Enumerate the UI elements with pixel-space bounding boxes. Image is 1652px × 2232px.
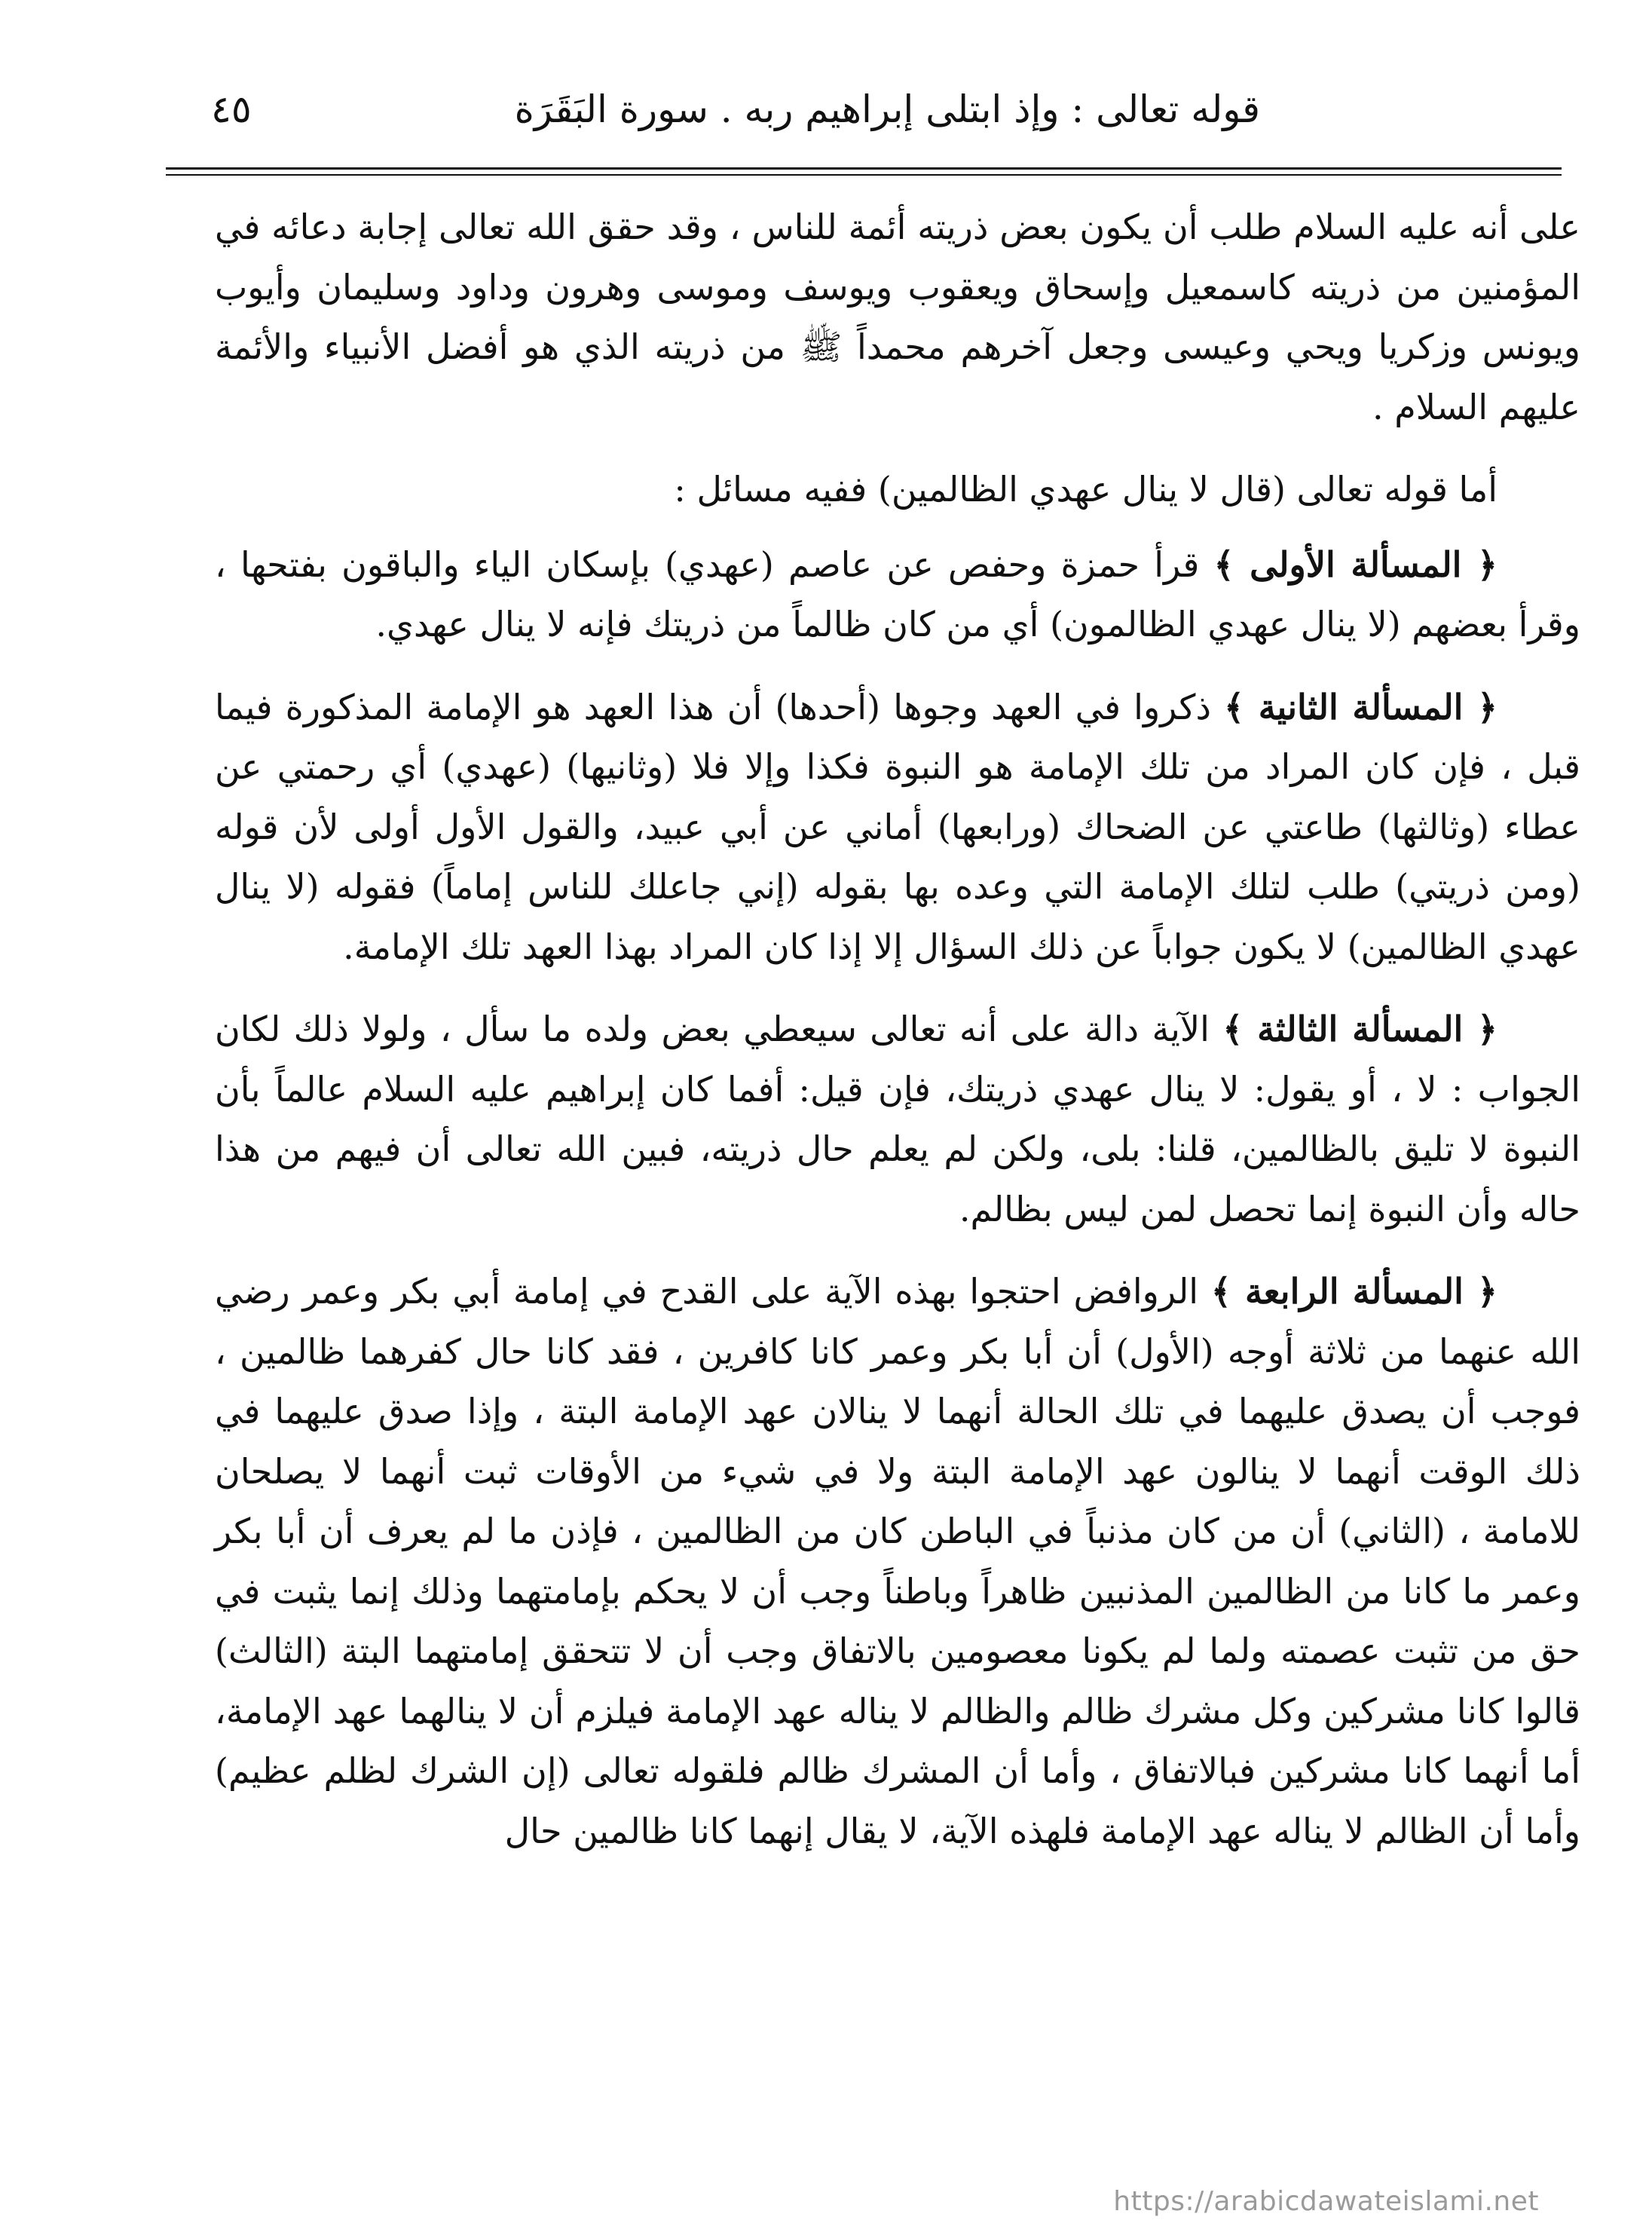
page-body: [215, 197, 1580, 1884]
header-divider: [166, 167, 1562, 176]
masala-2-text: ذكروا في العهد وجوها (أحدها) أن هذا العهد هو الإمامة المذكورة فيما قبل ، فإن كان المراد من تلك الإمامة هو النبوة فكذا وإلا فلا (وثانيها) (عهدي) أي رحمتي عن عطاء (وثالثها) طاعتي عن الضحاك (ورابعها) أماني عن أبي عبيد، والقول الأول أولى لأن قوله (ومن ذريتي) طلب لتلك الإمامة التي وعده بها بقوله (إني جاعلك للناس إماماً) فقوله (لا ينال عهدي الظالمين) لا يكون جواباً عن ذلك السؤال إلا إذا كان المراد بهذا العهد تلك الإمامة.: [215, 686, 1581, 967]
masala-4-text: الروافض احتجوا بهذه الآية على القدح في إمامة أبي بكر وعمر رضي الله عنهما من ثلاثة أوجه (الأول) أن أبا بكر وعمر كانا كافرين ، فقد كانا حال كفرهما ظالمين ، فوجب أن يصدق عليهما في تلك الحالة أنهما لا ينالان عهد الإمامة البتة ، وإذا صدق عليهما في ذلك الوقت أنهما لا ينالون عهد الإمامة البتة ولا في شيء من الأوقات ثبت أنهما لا يصلحان للامامة ، (الثاني) أن من كان مذنباً في الباطن كان من الظالمين ، فإذن ما لم يعرف أن أبا بكر وعمر ما كانا من الظالمين المذنبين ظاهراً وباطناً وجب أن لا يحكم بإمامتهما وذلك إنما يثبت في حق من تثبت عصمته ولما لم يكونا معصومين بالاتفاق وجب أن لا تتحقق إمامتهما البتة (الثالث) قالوا كانا مشركين وكل مشرك ظالم والظالم لا يناله عهد الإمامة فيلزم أن لا ينالهما عهد الإمامة، أما أنهما كانا مشركين فبالاتفاق ، وأما أن المشرك ظالم فلقوله تعالى (إن الشرك لظلم عظيم) وأما أن الظالم لا يناله عهد الإمامة فلهذه الآية، لا يقال إنهما كانا ظالمين حال: [215, 1271, 1580, 1851]
page-header: [166, 72, 1577, 155]
paragraph-masala-1: [215, 535, 1580, 655]
running-title: قوله تعالى : وإذ ابتلى إبراهيم ربه . سورة البَقَرَة: [514, 87, 1260, 131]
masala-4-heading: ﴿ المسألة الرابعة ﴾: [1210, 1271, 1498, 1312]
paragraph-masail-intro: أما قوله تعالى (قال لا ينال عهدي الظالمين) ففيه مسائل :: [674, 469, 1498, 510]
masala-3-heading: ﴿ المسألة الثالثة ﴾: [1222, 1009, 1498, 1049]
masala-2-heading: ﴿ المسألة الثانية ﴾: [1224, 686, 1498, 727]
paragraph-masala-3: [215, 1000, 1580, 1239]
paragraph-continuation: على أنه عليه السلام طلب أن يكون بعض ذريته أئمة للناس ، وقد حقق الله تعالى إجابة دعائه في المؤمنين من ذريته كاسمعيل وإسحاق ويعقوب ويوسف وموسى وهرون وداود وسليمان وأيوب ويونس وزكريا ويحي وعيسى وجعل آخرهم محمداً ﷺ من ذريته الذي هو أفضل الأنبياء والأئمة عليهم السلام .: [215, 207, 1580, 427]
masala-1-text: قرأ حمزة وحفص عن عاصم (عهدي) بإسكان الياء والباقون بفتحها ، وقرأ بعضهم (لا ينال عهدي الظالمون) أي من كان ظالماً من ذريتك فإنه لا ينال عهدي.: [215, 543, 1580, 644]
page-number: ٤٥: [211, 87, 252, 131]
masala-1-heading: ﴿ المسألة الأولى ﴾: [1213, 543, 1498, 585]
paragraph-masala-4: [215, 1262, 1580, 1861]
paragraph-masala-2: [215, 678, 1580, 978]
masala-3-text: الآية دالة على أنه تعالى سيعطي بعض ولده ما سأل ، ولولا ذلك لكان الجواب : لا ، أو يقول: لا ينال عهدي ذريتك، فإن قيل: أفما كان إبراهيم عليه السلام عالماً بأن النبوة لا تليق بالظالمين، قلنا: بلى، ولكن لم يعلم حال ذريته، فبين الله تعالى أن فيهم من هذا حاله وأن النبوة إنما تحصل لمن ليس بظالم.: [215, 1009, 1580, 1229]
watermark-url: https://arabicdawateislami.net: [1113, 2186, 1539, 2217]
